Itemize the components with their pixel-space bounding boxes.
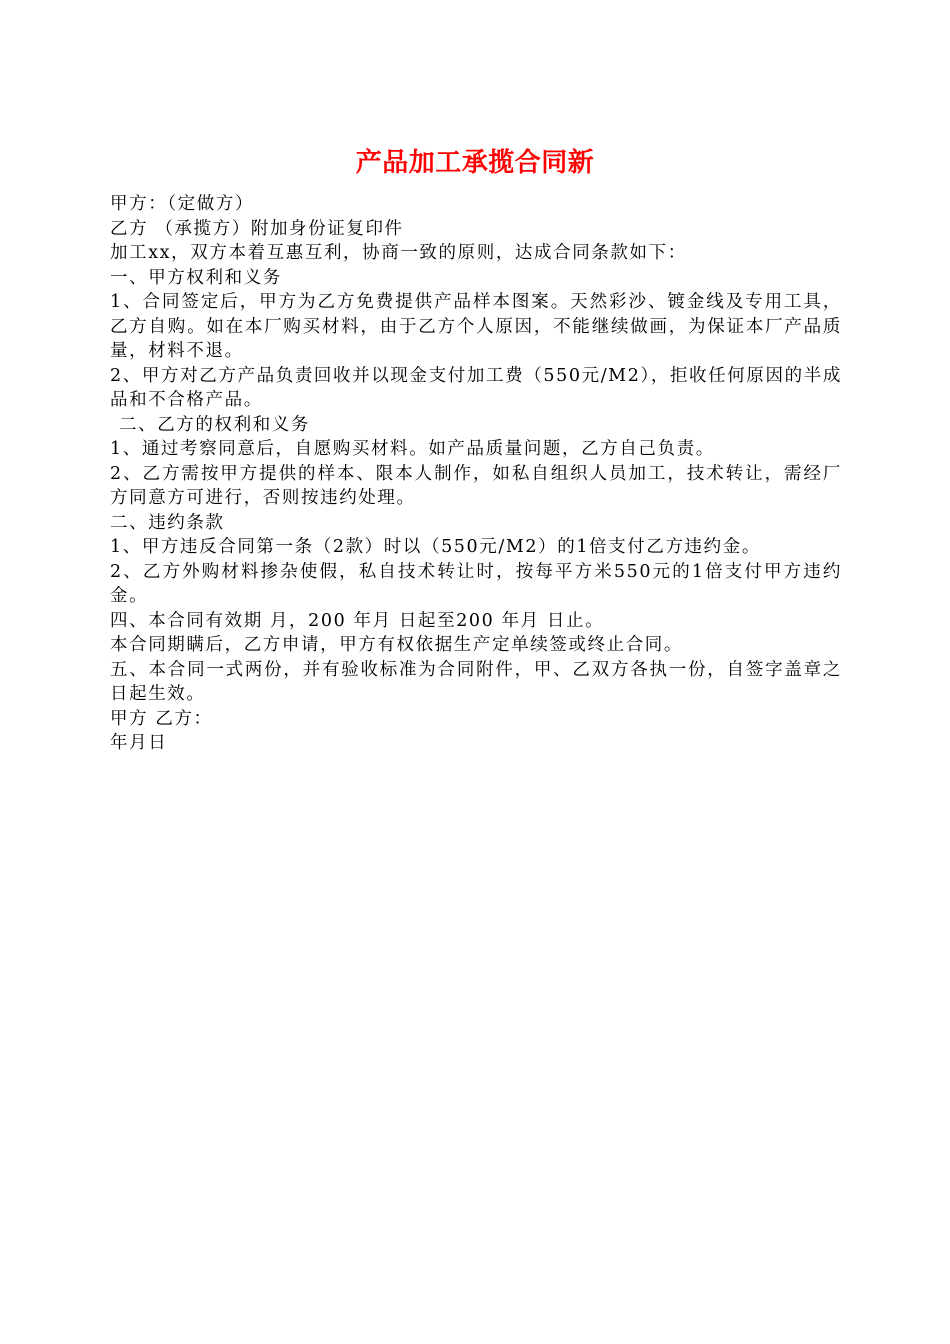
clause-breach-2: 2、乙方外购材料掺杂使假，私自技术转让时，按每平方米550元的1倍支付甲方违约金。 (110, 561, 842, 606)
section-heading-breach: 二、违约条款 (110, 512, 225, 533)
party-b-line: 乙方 （承揽方）附加身份证复印件 (110, 218, 404, 239)
renewal-clause: 本合同期瞒后，乙方申请，甲方有权依据生产定单续签或终止合同。 (110, 635, 683, 655)
section-heading-party-a: 一、甲方权利和义务 (110, 267, 282, 288)
clause-b-2: 2、乙方需按甲方提供的样本、限本人制作，如私自组织人员加工，技术转让，需经厂方同意方可进行，否则按违约处理。 (110, 463, 842, 508)
section-heading-party-b: 二、乙方的权利和义务 (119, 414, 310, 435)
clause-a-2: 2、甲方对乙方产品负责回收并以现金支付加工费（550元/M2），拒收任何原因的半成品和不合格产品。 (110, 365, 842, 410)
date-line: 年月日 (110, 733, 168, 753)
document-title: 产品加工承揽合同新 (355, 148, 595, 179)
clause-b-1: 1、通过考察同意后，自愿购买材料。如产品质量问题，乙方自己负责。 (110, 439, 715, 459)
signature-line: 甲方 乙方： (110, 708, 213, 729)
copies-clause: 五、本合同一式两份，并有验收标准为合同附件，甲、乙双方各执一份，自签字盖章之日起生效。 (110, 659, 842, 704)
preamble: 加工xx，双方本着互惠互利，协商一致的原则，达成合同条款如下： (110, 243, 687, 263)
clause-breach-1: 1、甲方违反合同第一条（2款）时以（550元/M2）的1倍支付乙方违约金。 (110, 537, 761, 557)
contract-body (110, 192, 842, 756)
clause-a-1: 1、合同签定后，甲方为乙方免费提供产品样本图案。天然彩沙、镀金线及专用工具，乙方自购。如在本厂购买材料，由于乙方个人原因，不能继续做画，为保证本厂产品质量，材料不退。 (110, 292, 842, 361)
validity-clause: 四、本合同有效期 月，200 年月 日起至200 年月 日止。 (110, 610, 605, 631)
party-a-line: 甲方：（定做方） (110, 194, 255, 214)
